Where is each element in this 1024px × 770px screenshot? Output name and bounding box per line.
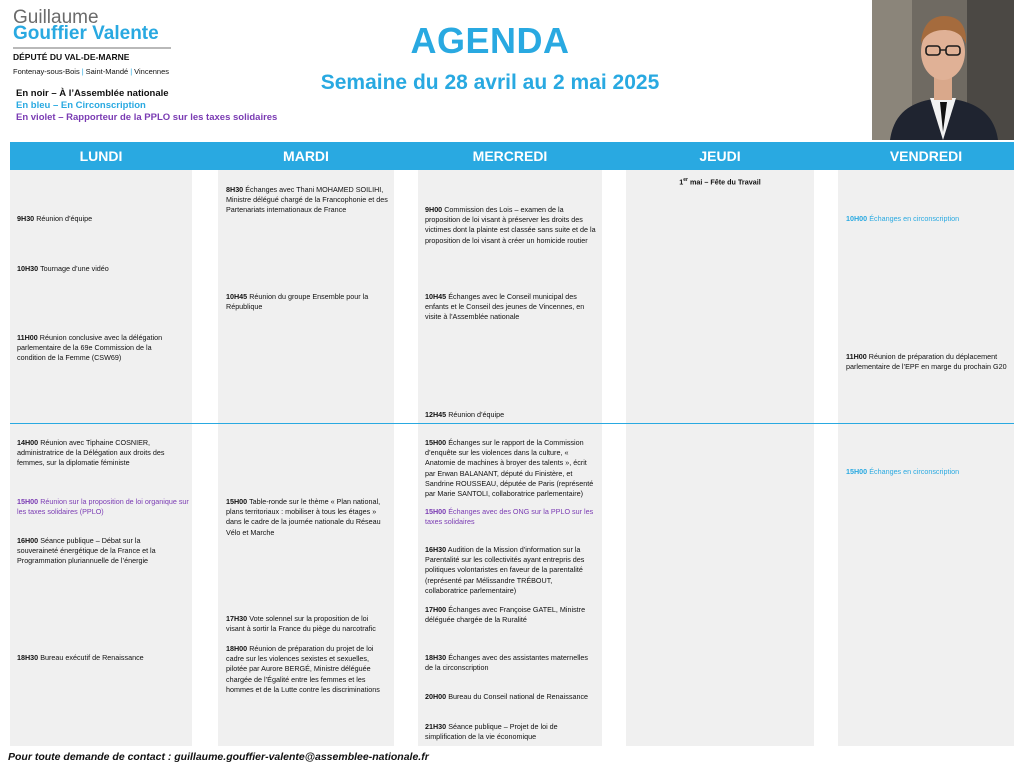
day-header-vendredi: VENDREDI <box>889 148 963 164</box>
city-1: Fontenay-sous-Bois <box>13 67 80 76</box>
event-jeudi-holiday: 1er mai – Fête du Travail <box>679 177 761 187</box>
city-3: Vincennes <box>134 67 170 76</box>
event-lundi-1600: 16H00 Séance publique – Débat sur la souveraineté énergétique de la France et la Programmation pluriannuelle de l’énergie <box>17 536 156 566</box>
event-mercredi-1700: 17H00 Échanges avec Françoise GATEL, Ministre déléguée chargée de la Ruralité <box>425 605 586 625</box>
event-mercredi-1500-ong: 15H00 Échanges avec des ONG sur la PPLO sur les taxes solidaires <box>425 507 594 527</box>
event-mardi-1800: 18H00 Réunion de préparation du projet de loi cadre sur les violences sexistes et sexuelles, pilotée par Aurore BERGÉ, Ministre déléguée chargée de l’Égalité entre les femmes et les hommes et de la Lutte contre les discriminations <box>226 644 380 694</box>
constituency-cities: Fontenay-sous-Bois | Saint-Mandé | Vincennes <box>13 67 170 76</box>
day-header-jeudi: JEUDI <box>699 148 741 164</box>
day-header-lundi: LUNDI <box>79 148 123 164</box>
event-mercredi-1630: 16H30 Audition de la Mission d’information sur la Parentalité sur les collectivités ayant entrepris des politiques volontaristes en faveur de la parentalité (représenté par Mélissandre TRÉBOUT, collaboratrice parlementaire) <box>425 545 585 595</box>
event-mercredi-2000: 20H00 Bureau du Conseil national de Renaissance <box>425 692 589 701</box>
event-vendredi-1500: 15H00 Échanges en circonscription <box>846 467 960 476</box>
event-mercredi-1245: 12H45 Réunion d’équipe <box>425 410 505 419</box>
event-lundi-1830: 18H30 Bureau exécutif de Renaissance <box>17 653 144 662</box>
legend-blue: En bleu – En Circonscription <box>16 100 146 111</box>
event-mercredi-2130: 21H30 Séance publique – Projet de loi de simplification de la vie économique <box>425 722 558 742</box>
column-vendredi <box>838 170 1014 746</box>
page-title: AGENDA <box>410 20 570 61</box>
week-subtitle: Semaine du 28 avril au 2 mai 2025 <box>320 71 660 94</box>
afternoon-divider <box>10 423 1014 424</box>
event-lundi-1100: 11H00 Réunion conclusive avec la délégation parlementaire de la 69e Commission de la condition de la Femme (CSW69) <box>17 333 163 363</box>
event-mercredi-1045: 10H45 Échanges avec le Conseil municipal des enfants et le Conseil des jeunes de Vincennes, en visite à l’Assemblée nationale <box>425 292 585 322</box>
event-mercredi-1500-commission: 15H00 Échanges sur le rapport de la Commission d’enquête sur les violences dans la culture, « Anatomie de machines à broyer des talents », écrit par Erwan BALANANT, député du Finistère, et Sandrine ROUSSEAU, députée de Paris (représenté par Marie SANTOLI, collaboratrice parlementaire) <box>425 438 594 499</box>
event-mardi-1730: 17H30 Vote solennel sur la proposition de loi visant à sortir la France du piège du narcotrafic <box>226 614 376 634</box>
city-2: Saint-Mandé <box>85 67 129 76</box>
column-jeudi <box>626 170 814 746</box>
day-header-mercredi: MERCREDI <box>472 148 548 164</box>
event-lundi-1400: 14H00 Réunion avec Tiphaine COSNIER, administratrice de la Délégation aux droits des femmes, sur la diplomatie féministe <box>17 438 165 468</box>
event-mercredi-1830: 18H30 Échanges avec des assistantes maternelles de la circonscription <box>425 653 589 673</box>
event-lundi-1500: 15H00 Réunion sur la proposition de loi organique sur les taxes solidaires (PPLO) <box>17 497 189 517</box>
deputy-portrait <box>872 0 1014 140</box>
portrait-illustration <box>872 0 1014 140</box>
deputy-first-name: Guillaume <box>13 7 99 28</box>
event-mardi-1500: 15H00 Table-ronde sur le thème « Plan national, plans territoriaux : mobiliser à tous les étages » dans le cadre de la journée nationale du Réseau Vélo et Marche <box>226 497 381 537</box>
deputy-last-name: Gouffier Valente <box>13 23 159 44</box>
deputy-role: DÉPUTÉ DU VAL-DE-MARNE <box>13 52 130 62</box>
event-lundi-0930: 9H30 Réunion d’équipe <box>17 214 93 223</box>
event-lundi-1030: 10H30 Tournage d’une vidéo <box>17 264 109 273</box>
legend-black: En noir – À l’Assemblée nationale <box>16 88 169 99</box>
event-vendredi-1000: 10H00 Échanges en circonscription <box>846 214 960 223</box>
legend-violet: En violet – Rapporteur de la PPLO sur les taxes solidaires <box>16 112 278 123</box>
contact-footer: Pour toute demande de contact : guillaume.gouffier-valente@assemblee-nationale.fr <box>8 751 429 763</box>
event-mardi-0830: 8H30 Échanges avec Thani MOHAMED SOILIHI, Ministre délégué chargé de la Francophonie et des Partenariats internationaux de France <box>226 185 388 215</box>
event-mercredi-0900: 9H00 Commission des Lois – examen de la proposition de loi visant à préserver les droits des victimes dont la plainte est classée sans suite et de la proposition de loi visant à créer un homicide routier <box>425 205 596 245</box>
event-mardi-1045: 10H45 Réunion du groupe Ensemble pour la République <box>226 292 369 312</box>
event-vendredi-1100: 11H00 Réunion de préparation du déplacement parlementaire de l’EPF en marge du prochain G20 <box>846 352 1007 372</box>
day-header-mardi: MARDI <box>283 148 329 164</box>
name-divider <box>13 47 171 49</box>
